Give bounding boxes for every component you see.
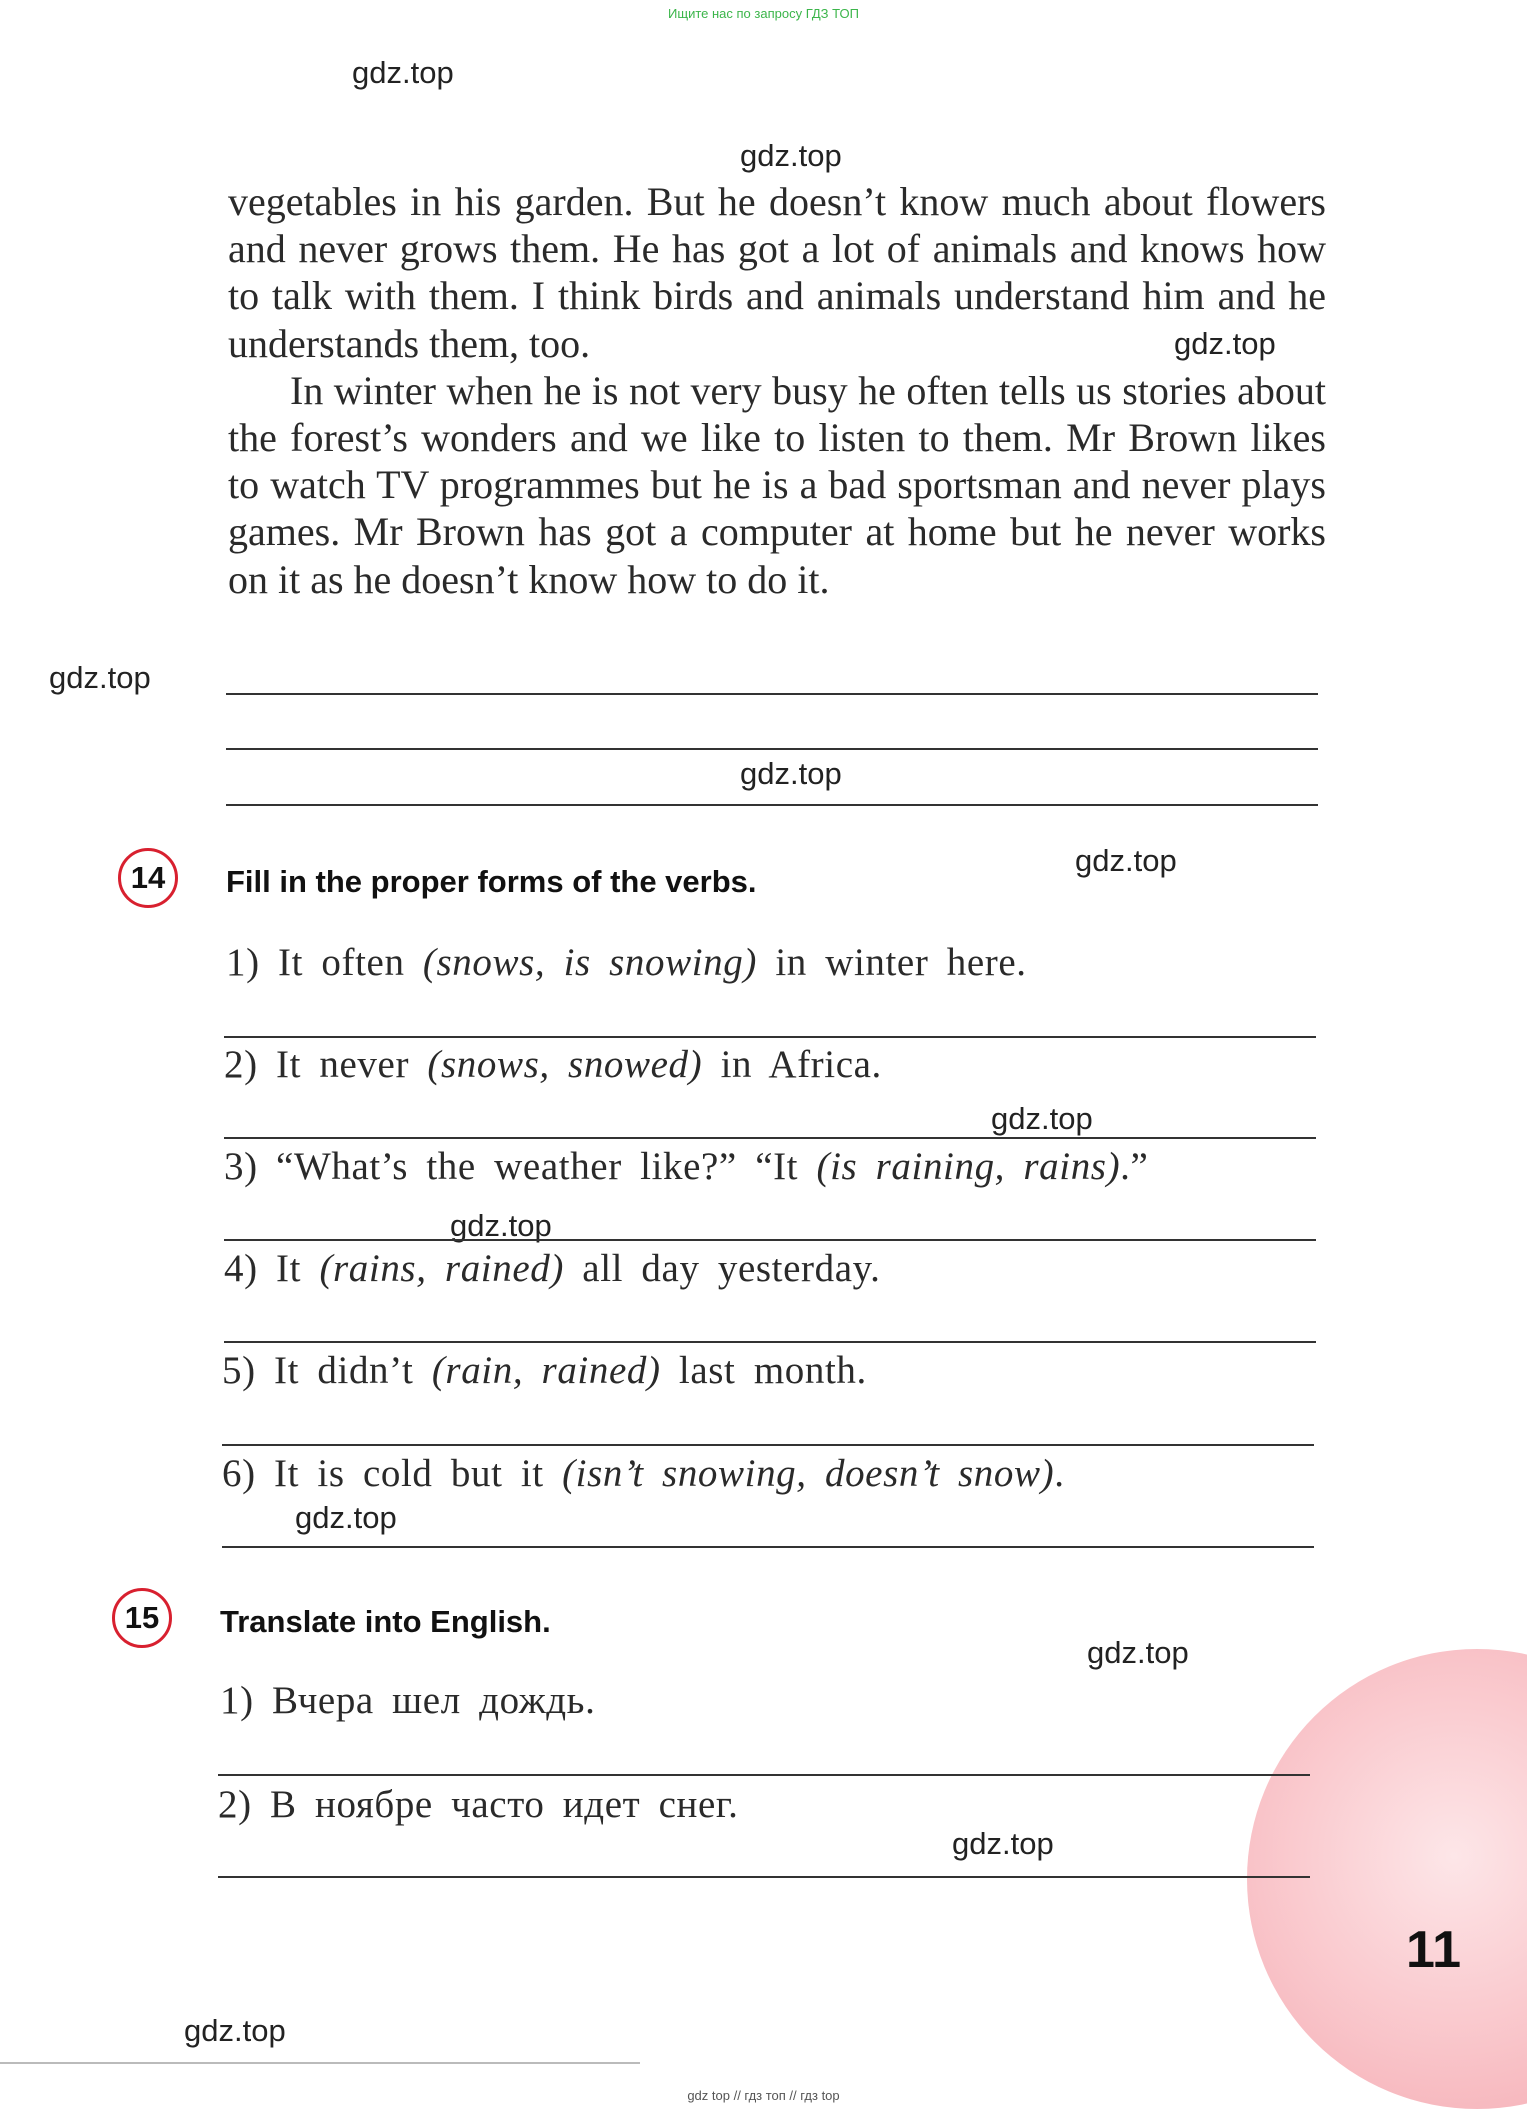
verb-options: (rain, rained) <box>431 1349 661 1392</box>
watermark: gdz.top <box>295 1500 397 1535</box>
answer-line[interactable] <box>218 1774 1310 1776</box>
exercise-number-badge: 15 <box>112 1588 172 1648</box>
page-number: 11 <box>1406 1921 1461 1979</box>
watermark: gdz.top <box>450 1208 552 1243</box>
answer-line[interactable] <box>218 1876 1310 1878</box>
watermark: gdz.top <box>49 660 151 695</box>
divider <box>0 2062 640 2064</box>
watermark: gdz.top <box>952 1826 1054 1861</box>
page-corner-decoration <box>1247 1649 1527 2109</box>
answer-line[interactable] <box>226 804 1318 806</box>
exercise-item: 3) “What’s the weather like?” “It (is raining, rains).” <box>224 1145 1149 1188</box>
bottom-banner: gdz top // гдз топ // гдз top <box>687 2088 840 2103</box>
exercise-number-badge: 14 <box>118 848 178 908</box>
reading-passage <box>228 178 1326 603</box>
verb-options: (isn’t snowing, doesn’t snow) <box>562 1452 1055 1495</box>
answer-line[interactable] <box>226 693 1318 695</box>
top-banner: Ищите нас по запросу ГДЗ ТОП <box>668 6 859 21</box>
exercise-item: 4) It (rains, rained) all day yesterday. <box>224 1247 881 1290</box>
verb-options: (snows, is snowing) <box>422 941 757 984</box>
answer-line[interactable] <box>226 748 1318 750</box>
watermark: gdz.top <box>184 2013 286 2048</box>
verb-options: (snows, snowed) <box>427 1043 703 1086</box>
watermark: gdz.top <box>1075 843 1177 878</box>
exercise-item: 1) Вчера шел дождь. <box>220 1679 596 1722</box>
watermark: gdz.top <box>1174 326 1276 361</box>
exercise-item: 2) В ноябре часто идет снег. <box>218 1783 739 1826</box>
exercise-item: 6) It is cold but it (isn’t snowing, doesn’t snow). <box>222 1452 1065 1495</box>
exercise-item: 2) It never (snows, snowed) in Africa. <box>224 1043 882 1086</box>
answer-line[interactable] <box>224 1341 1316 1343</box>
verb-options: (rains, rained) <box>319 1247 564 1290</box>
answer-line[interactable] <box>224 1239 1316 1241</box>
exercise-title: Fill in the proper forms of the verbs. <box>226 864 757 899</box>
watermark: gdz.top <box>740 138 842 173</box>
watermark: gdz.top <box>740 756 842 791</box>
watermark: gdz.top <box>352 55 454 90</box>
passage-paragraph: In winter when he is not very busy he often tells us stories about the forest’s wonders and we like to listen to them. Mr Brown likes to watch TV programmes but he is a bad sportsman and never plays games. Mr Brown has got a computer at home but he never works on it as he doesn’t know how to do it. <box>228 367 1326 602</box>
answer-line[interactable] <box>224 1036 1316 1038</box>
exercise-item: 1) It often (snows, is snowing) in winter here. <box>226 941 1027 984</box>
watermark: gdz.top <box>1087 1635 1189 1670</box>
exercise-item: 5) It didn’t (rain, rained) last month. <box>222 1349 867 1392</box>
answer-line[interactable] <box>224 1137 1316 1139</box>
answer-line[interactable] <box>222 1546 1314 1548</box>
verb-options: (is raining, rains) <box>816 1145 1121 1188</box>
watermark: gdz.top <box>991 1101 1093 1136</box>
passage-paragraph: vegetables in his garden. But he doesn’t know much about flowers and never grows them. He has got a lot of animals and knows how to talk with them. I think birds and animals understand him and he understands them, too. <box>228 179 1326 366</box>
exercise-title: Translate into English. <box>220 1604 551 1639</box>
answer-line[interactable] <box>222 1444 1314 1446</box>
